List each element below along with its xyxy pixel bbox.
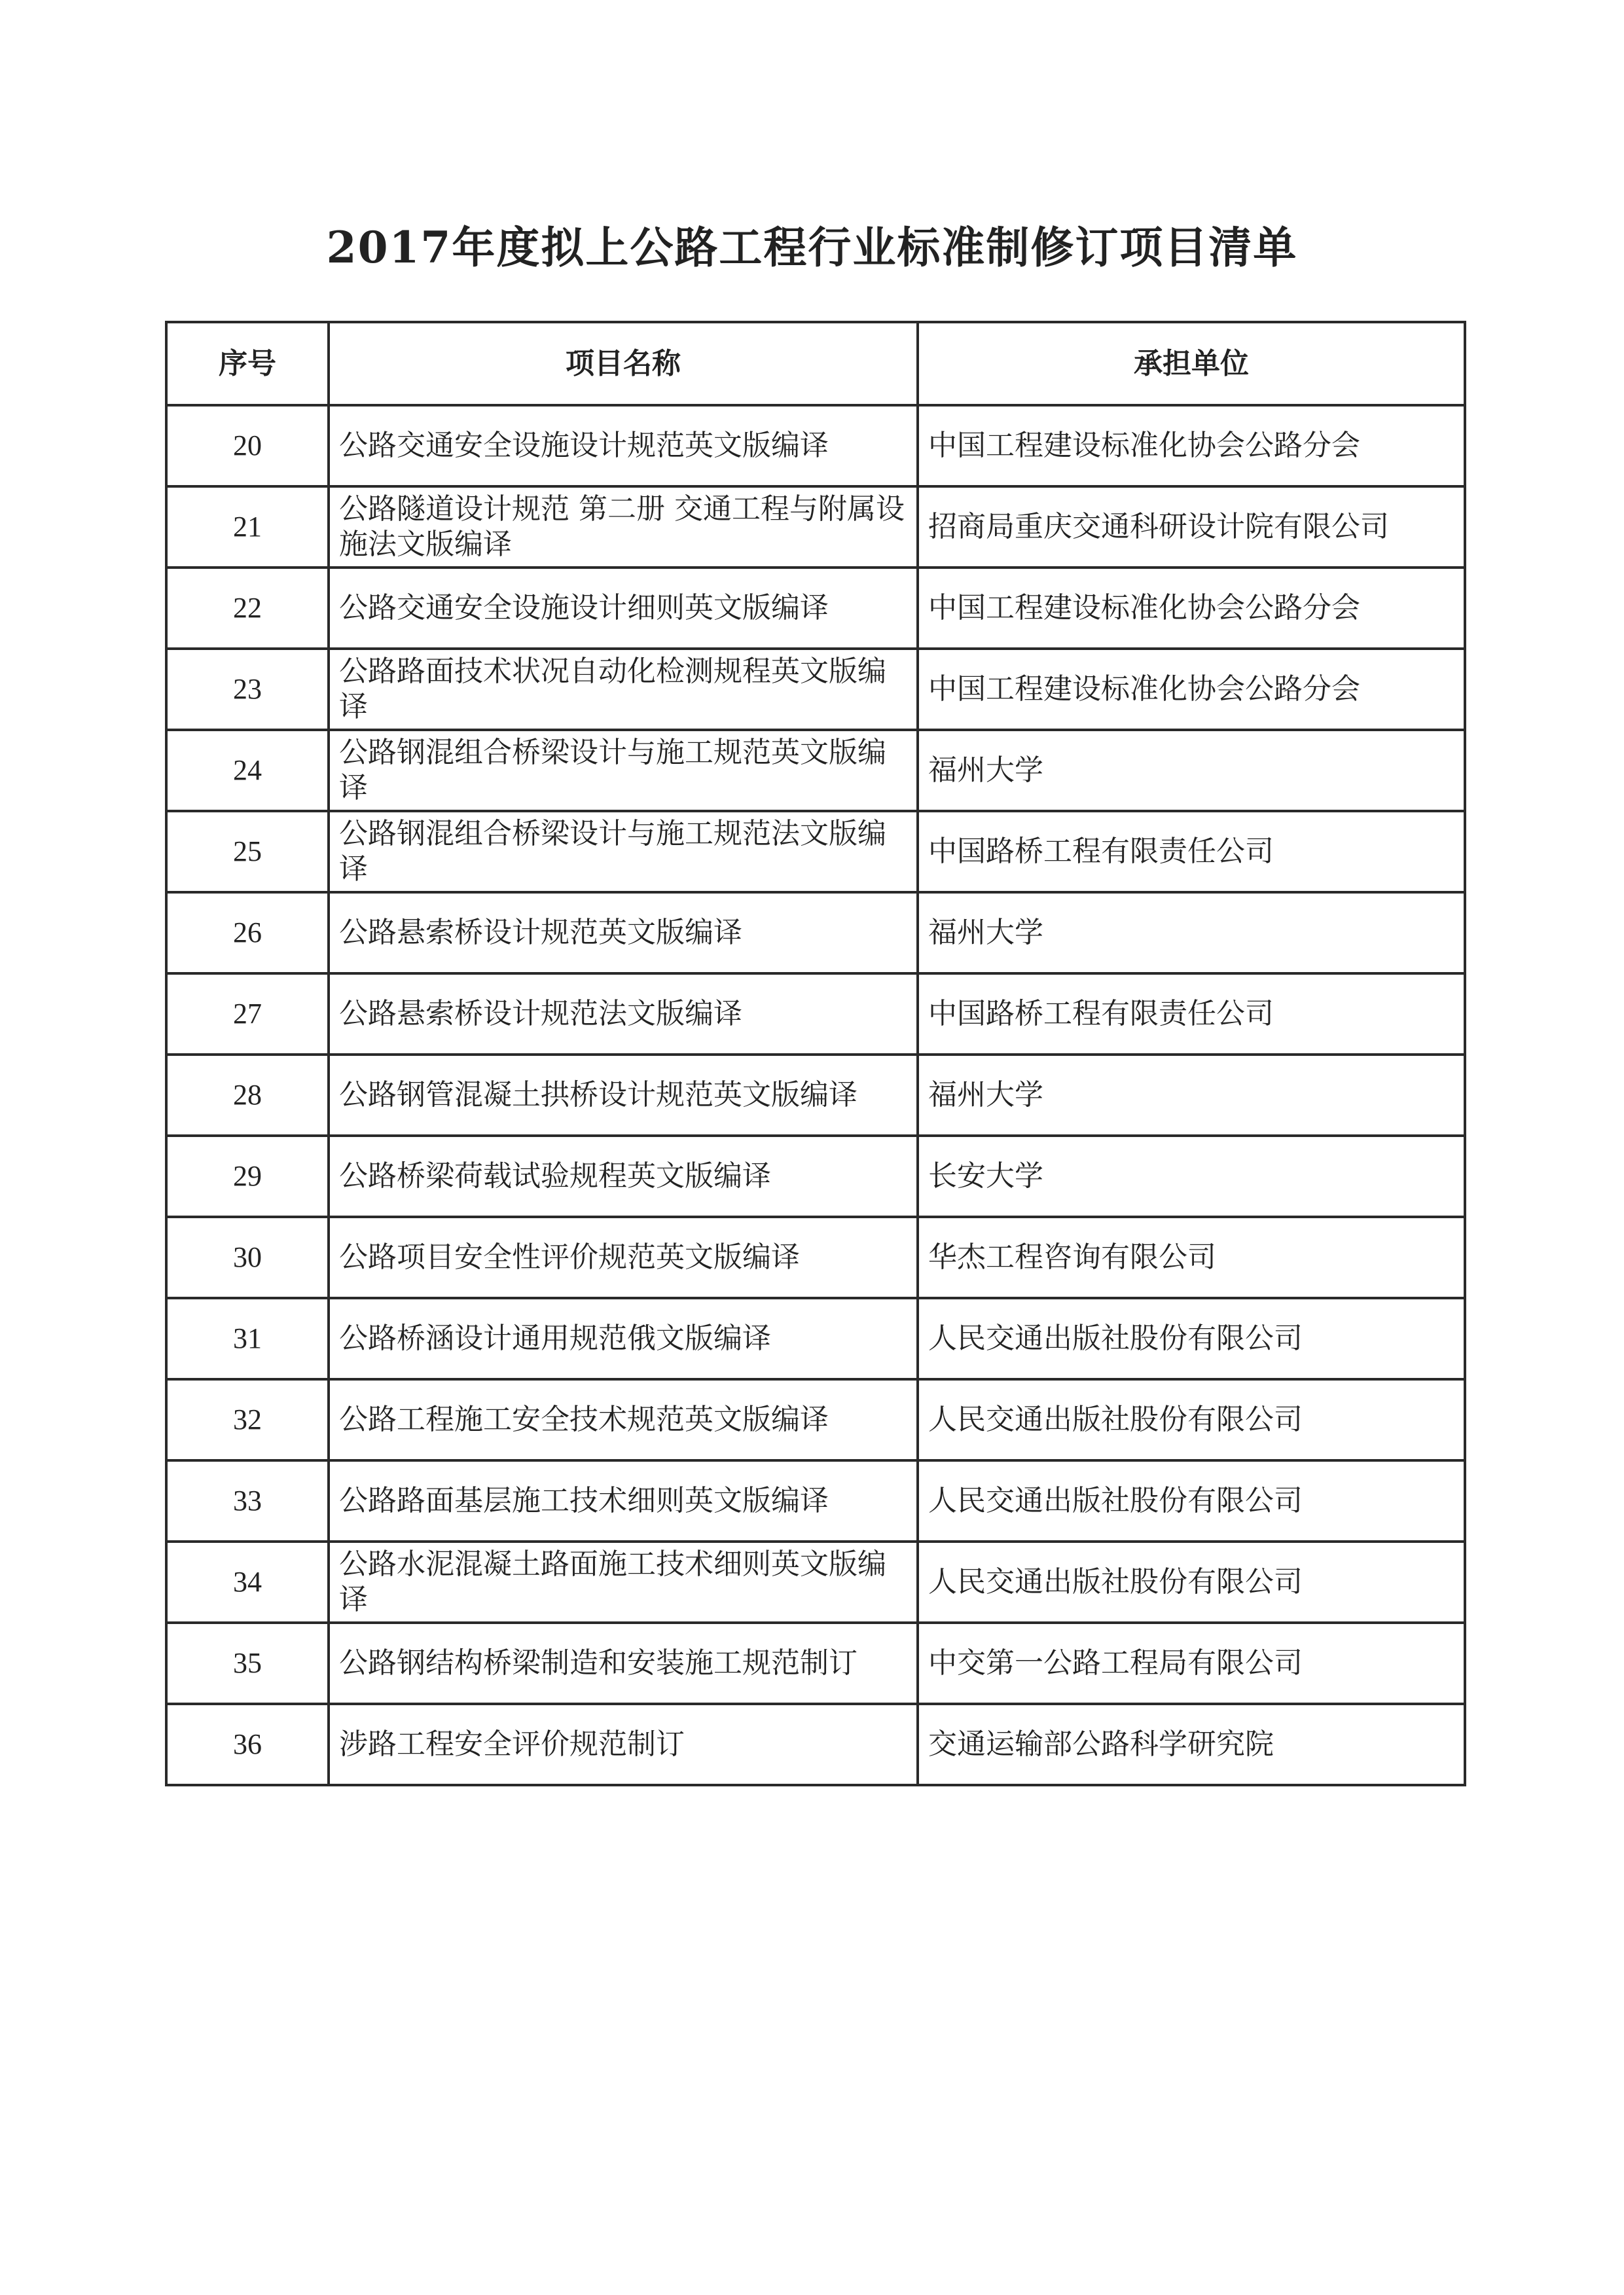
row-unit: 人民交通出版社股份有限公司 [918,1298,1465,1379]
row-unit: 福州大学 [918,1055,1465,1136]
table-row [166,1136,1465,1217]
row-project-name: 公路悬索桥设计规范法文版编译 [329,973,918,1055]
table-header-row [166,322,1465,405]
row-no: 30 [166,1217,329,1298]
row-project-name: 公路钢混组合桥梁设计与施工规范法文版编译 [329,811,918,892]
row-no: 27 [166,973,329,1055]
row-unit: 交通运输部公路科学研究院 [918,1704,1465,1785]
table-row [166,1055,1465,1136]
table-row [166,1623,1465,1704]
row-no: 34 [166,1542,329,1623]
row-project-name: 公路水泥混凝土路面施工技术细则英文版编译 [329,1542,918,1623]
row-unit: 中国路桥工程有限责任公司 [918,973,1465,1055]
table-row [166,1298,1465,1379]
row-no: 20 [166,405,329,486]
row-no: 33 [166,1460,329,1542]
row-project-name: 公路路面基层施工技术细则英文版编译 [329,1460,918,1542]
table-row [166,973,1465,1055]
project-table [165,321,1466,1786]
row-project-name: 涉路工程安全评价规范制订 [329,1704,918,1785]
row-project-name: 公路交通安全设施设计细则英文版编译 [329,568,918,649]
row-unit: 福州大学 [918,892,1465,973]
row-unit: 长安大学 [918,1136,1465,1217]
row-no: 36 [166,1704,329,1785]
row-unit: 中国工程建设标准化协会公路分会 [918,405,1465,486]
row-project-name: 公路钢混组合桥梁设计与施工规范英文版编译 [329,730,918,811]
row-unit: 中交第一公路工程局有限公司 [918,1623,1465,1704]
row-no: 24 [166,730,329,811]
row-no: 23 [166,649,329,730]
table-row [166,1542,1465,1623]
row-no: 31 [166,1298,329,1379]
row-project-name: 公路桥梁荷载试验规程英文版编译 [329,1136,918,1217]
row-project-name: 公路工程施工安全技术规范英文版编译 [329,1379,918,1460]
row-unit: 人民交通出版社股份有限公司 [918,1542,1465,1623]
row-unit: 中国工程建设标准化协会公路分会 [918,649,1465,730]
header-name: 项目名称 [329,322,918,405]
table-row [166,568,1465,649]
table-row [166,486,1465,568]
row-unit: 中国工程建设标准化协会公路分会 [918,568,1465,649]
row-unit: 人民交通出版社股份有限公司 [918,1460,1465,1542]
page-title: 2017年度拟上公路工程行业标准制修订项目清单 [326,222,1298,273]
row-project-name: 公路项目安全性评价规范英文版编译 [329,1217,918,1298]
row-unit: 招商局重庆交通科研设计院有限公司 [918,486,1465,568]
table-row [166,892,1465,973]
table-row [166,649,1465,730]
row-no: 21 [166,486,329,568]
row-project-name: 公路钢结构桥梁制造和安装施工规范制订 [329,1623,918,1704]
table-row [166,405,1465,486]
table-row [166,1217,1465,1298]
row-no: 22 [166,568,329,649]
table-row [166,811,1465,892]
row-project-name: 公路桥涵设计通用规范俄文版编译 [329,1298,918,1379]
header-unit: 承担单位 [918,322,1465,405]
row-no: 26 [166,892,329,973]
row-no: 25 [166,811,329,892]
row-project-name: 公路交通安全设施设计规范英文版编译 [329,405,918,486]
row-no: 35 [166,1623,329,1704]
table-row [166,730,1465,811]
row-project-name: 公路路面技术状况自动化检测规程英文版编译 [329,649,918,730]
row-unit: 华杰工程咨询有限公司 [918,1217,1465,1298]
header-no: 序号 [166,322,329,405]
row-unit: 中国路桥工程有限责任公司 [918,811,1465,892]
row-no: 28 [166,1055,329,1136]
row-project-name: 公路钢管混凝土拱桥设计规范英文版编译 [329,1055,918,1136]
table-row [166,1704,1465,1785]
table-row [166,1379,1465,1460]
table-row [166,1460,1465,1542]
row-no: 29 [166,1136,329,1217]
row-no: 32 [166,1379,329,1460]
row-project-name: 公路悬索桥设计规范英文版编译 [329,892,918,973]
row-project-name: 公路隧道设计规范 第二册 交通工程与附属设施法文版编译 [329,486,918,568]
row-unit: 福州大学 [918,730,1465,811]
row-unit: 人民交通出版社股份有限公司 [918,1379,1465,1460]
